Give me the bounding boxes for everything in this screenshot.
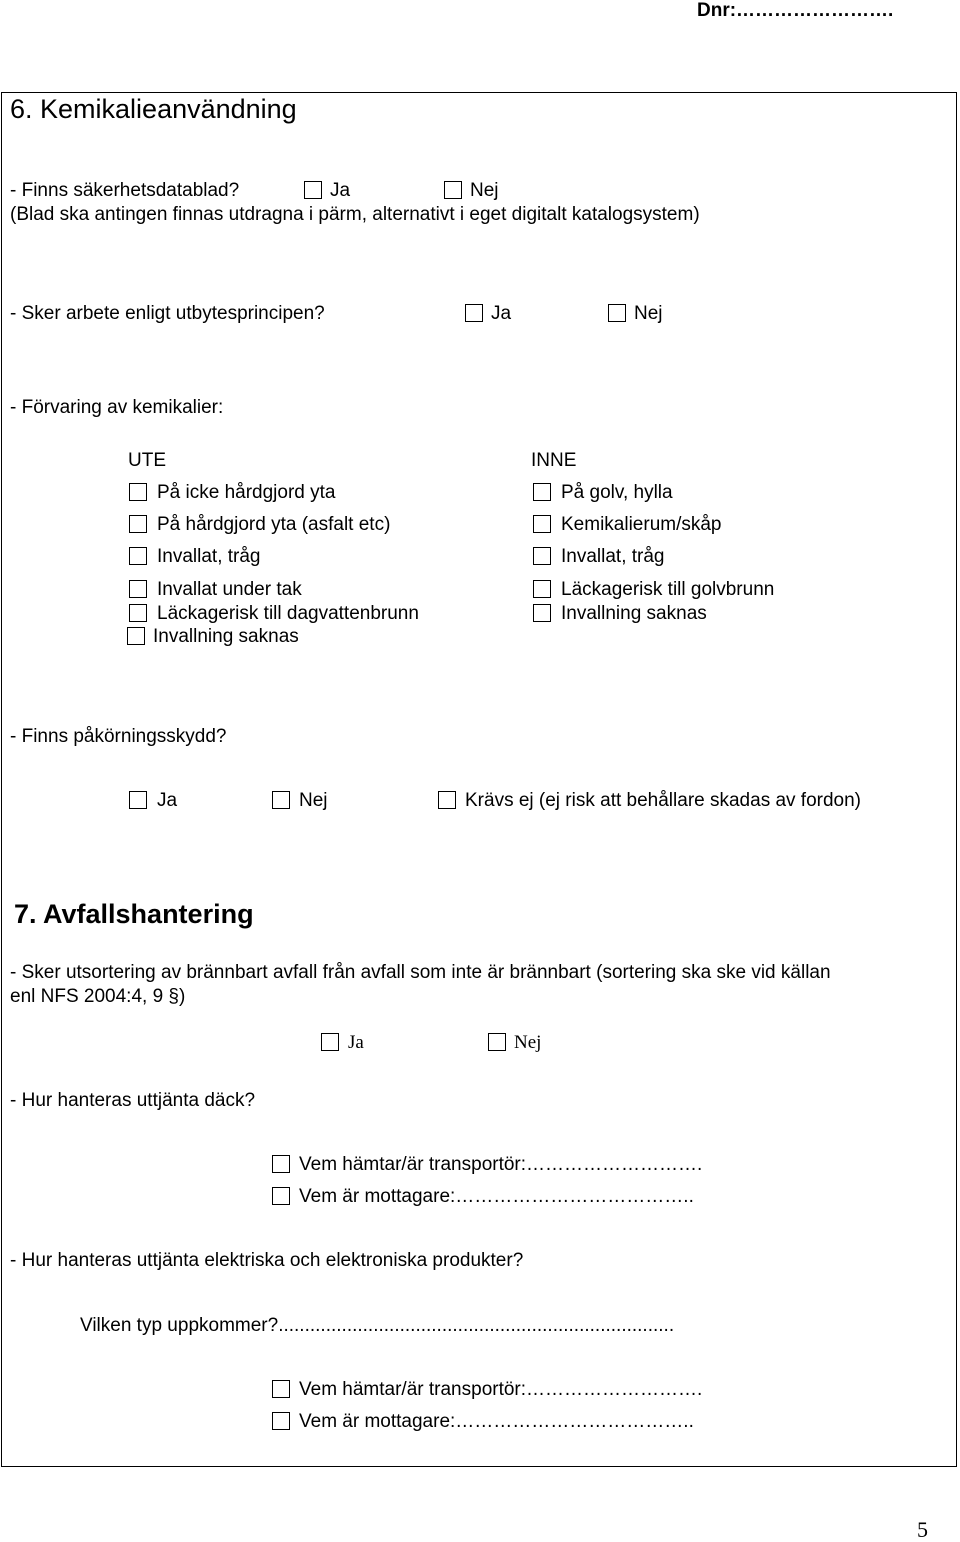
label-outdoor-unpaved: På icke hårdgjord yta (157, 482, 336, 503)
label-substitution-yes: Ja (491, 303, 512, 324)
checkbox-substitution-yes[interactable] (465, 304, 483, 322)
checkbox-collision-yes[interactable] (129, 791, 147, 809)
label-collision-not-required: Krävs ej (ej risk att behållare skadas av fordon) (465, 790, 862, 811)
storage-indoor-header: INNE (531, 450, 577, 471)
question-used-tires: - Hur hanteras uttjänta däck? (10, 1090, 256, 1111)
checkbox-indoor-floor-shelf[interactable] (533, 483, 551, 501)
checkbox-outdoor-no-bund[interactable] (127, 627, 145, 645)
checkbox-indoor-chem-room[interactable] (533, 515, 551, 533)
checkbox-indoor-no-bund[interactable] (533, 604, 551, 622)
label-sorting-yes: Ja (348, 1032, 364, 1053)
label-sds-no: Nej (470, 180, 499, 201)
question-substitution: - Sker arbete enligt utbytesprincipen? (10, 303, 325, 324)
document-number: Dnr:……………………. (697, 0, 894, 21)
checkbox-electronics-transporter[interactable] (272, 1380, 290, 1398)
checkbox-substitution-no[interactable] (608, 304, 626, 322)
question-electronics: - Hur hanteras uttjänta elektriska och elektroniska produkter? (10, 1250, 524, 1271)
label-substitution-no: Nej (634, 303, 663, 324)
checkbox-indoor-drain-risk[interactable] (533, 580, 551, 598)
question-collision-protection: - Finns påkörningsskydd? (10, 726, 227, 747)
checkbox-indoor-bunded[interactable] (533, 547, 551, 565)
checkbox-outdoor-paved[interactable] (129, 515, 147, 533)
page-number: 5 (917, 1517, 928, 1542)
section-7-title: 7. Avfallshantering (14, 899, 254, 929)
label-collision-no: Nej (299, 790, 328, 811)
label-sds-yes: Ja (330, 180, 351, 201)
label-indoor-bunded: Invallat, tråg (561, 546, 665, 567)
label-sorting-no: Nej (514, 1032, 542, 1053)
question-waste-sorting-line1: - Sker utsortering av brännbart avfall från avfall som inte är brännbart (sortering ska ske vid källan (10, 962, 831, 983)
tires-transporter-field[interactable]: Vem hämtar/är transportör:………………………. (299, 1154, 703, 1175)
label-outdoor-paved: På hårdgjord yta (asfalt etc) (157, 514, 391, 535)
label-indoor-no-bund: Invallning saknas (561, 603, 707, 624)
checkbox-outdoor-bunded[interactable] (129, 547, 147, 565)
checkbox-collision-not-required[interactable] (438, 791, 456, 809)
checkbox-outdoor-bunded-roof[interactable] (129, 580, 147, 598)
tires-receiver-field[interactable]: Vem är mottagare:……………………………….. (299, 1186, 694, 1207)
label-indoor-drain-risk: Läckagerisk till golvbrunn (561, 579, 775, 600)
label-outdoor-bunded-roof: Invallat under tak (157, 579, 302, 600)
checkbox-collision-no[interactable] (272, 791, 290, 809)
section-6-title: 6. Kemikalieanvändning (10, 94, 297, 124)
label-outdoor-no-bund: Invallning saknas (153, 626, 299, 647)
electronics-type-field[interactable]: Vilken typ uppkommer?........................................................................... (80, 1315, 675, 1336)
question-waste-sorting-line2: enl NFS 2004:4, 9 §) (10, 986, 186, 1007)
checkbox-electronics-receiver[interactable] (272, 1412, 290, 1430)
label-outdoor-bunded: Invallat, tråg (157, 546, 261, 567)
electronics-transporter-field[interactable]: Vem hämtar/är transportör:………………………. (299, 1379, 703, 1400)
checkbox-sorting-yes[interactable] (321, 1033, 339, 1051)
label-indoor-floor-shelf: På golv, hylla (561, 482, 673, 503)
checkbox-tires-receiver[interactable] (272, 1187, 290, 1205)
checkbox-outdoor-unpaved[interactable] (129, 483, 147, 501)
checkbox-sorting-no[interactable] (488, 1033, 506, 1051)
question-storage: - Förvaring av kemikalier: (10, 397, 224, 418)
electronics-receiver-field[interactable]: Vem är mottagare:……………………………….. (299, 1411, 694, 1432)
question-safety-data-sheet: - Finns säkerhetsdatablad? (10, 180, 240, 201)
label-indoor-chem-room: Kemikalierum/skåp (561, 514, 722, 535)
sds-note: (Blad ska antingen finnas utdragna i pärm, alternativt i eget digitalt katalogsystem) (10, 204, 700, 225)
checkbox-tires-transporter[interactable] (272, 1155, 290, 1173)
storage-outdoor-header: UTE (128, 450, 166, 471)
label-collision-yes: Ja (157, 790, 178, 811)
checkbox-sds-yes[interactable] (304, 181, 322, 199)
label-outdoor-stormwater-risk: Läckagerisk till dagvattenbrunn (157, 603, 419, 624)
checkbox-sds-no[interactable] (444, 181, 462, 199)
checkbox-outdoor-stormwater-risk[interactable] (129, 604, 147, 622)
